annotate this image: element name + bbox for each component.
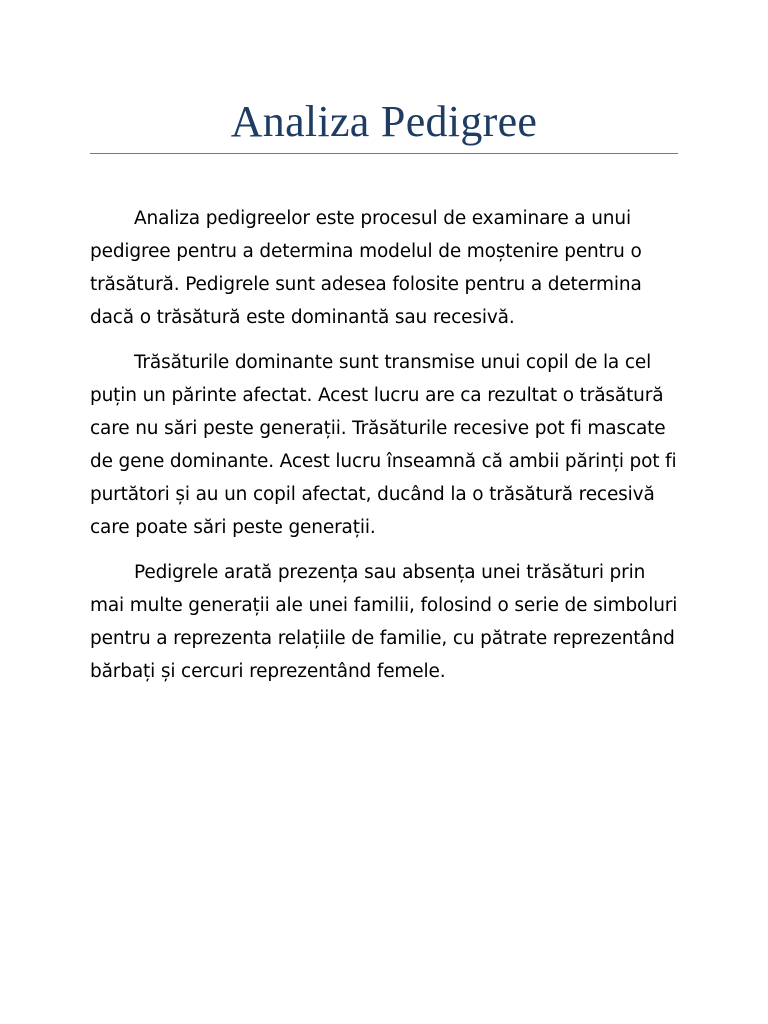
paragraph-1: Analiza pedigreelor este procesul de examinare a unui pedigree pentru a determina modelul de moștenire pentru o trăsătură. Pedigrele sunt adesea folosite pentru a determina dacă o trăsătură este dominantă sau recesivă. xyxy=(90,208,642,328)
paragraph-2: Trăsăturile dominante sunt transmise unui copil de la cel puțin un părinte afectat. Acest lucru are ca rezultat o trăsătură care nu sări peste generații. Trăsăturile recesive pot fi mascate de gene dominante. Acest lucru înseamnă că ambii părinți pot fi purtători și au un copil afectat, ducând la o trăsătură recesivă care poate sări peste generații. xyxy=(90,352,677,538)
document-title: Analiza Pedigree xyxy=(230,97,538,146)
document-body xyxy=(90,202,682,700)
title-underline-rule xyxy=(90,153,678,154)
paragraph-3: Pedigrele arată prezența sau absența unei trăsături prin mai multe generații ale unei familii, folosind o serie de simboluri pentru a reprezenta relațiile de familie, cu pătrate reprezentând bărbați și cercuri reprezentând femele. xyxy=(90,562,678,682)
